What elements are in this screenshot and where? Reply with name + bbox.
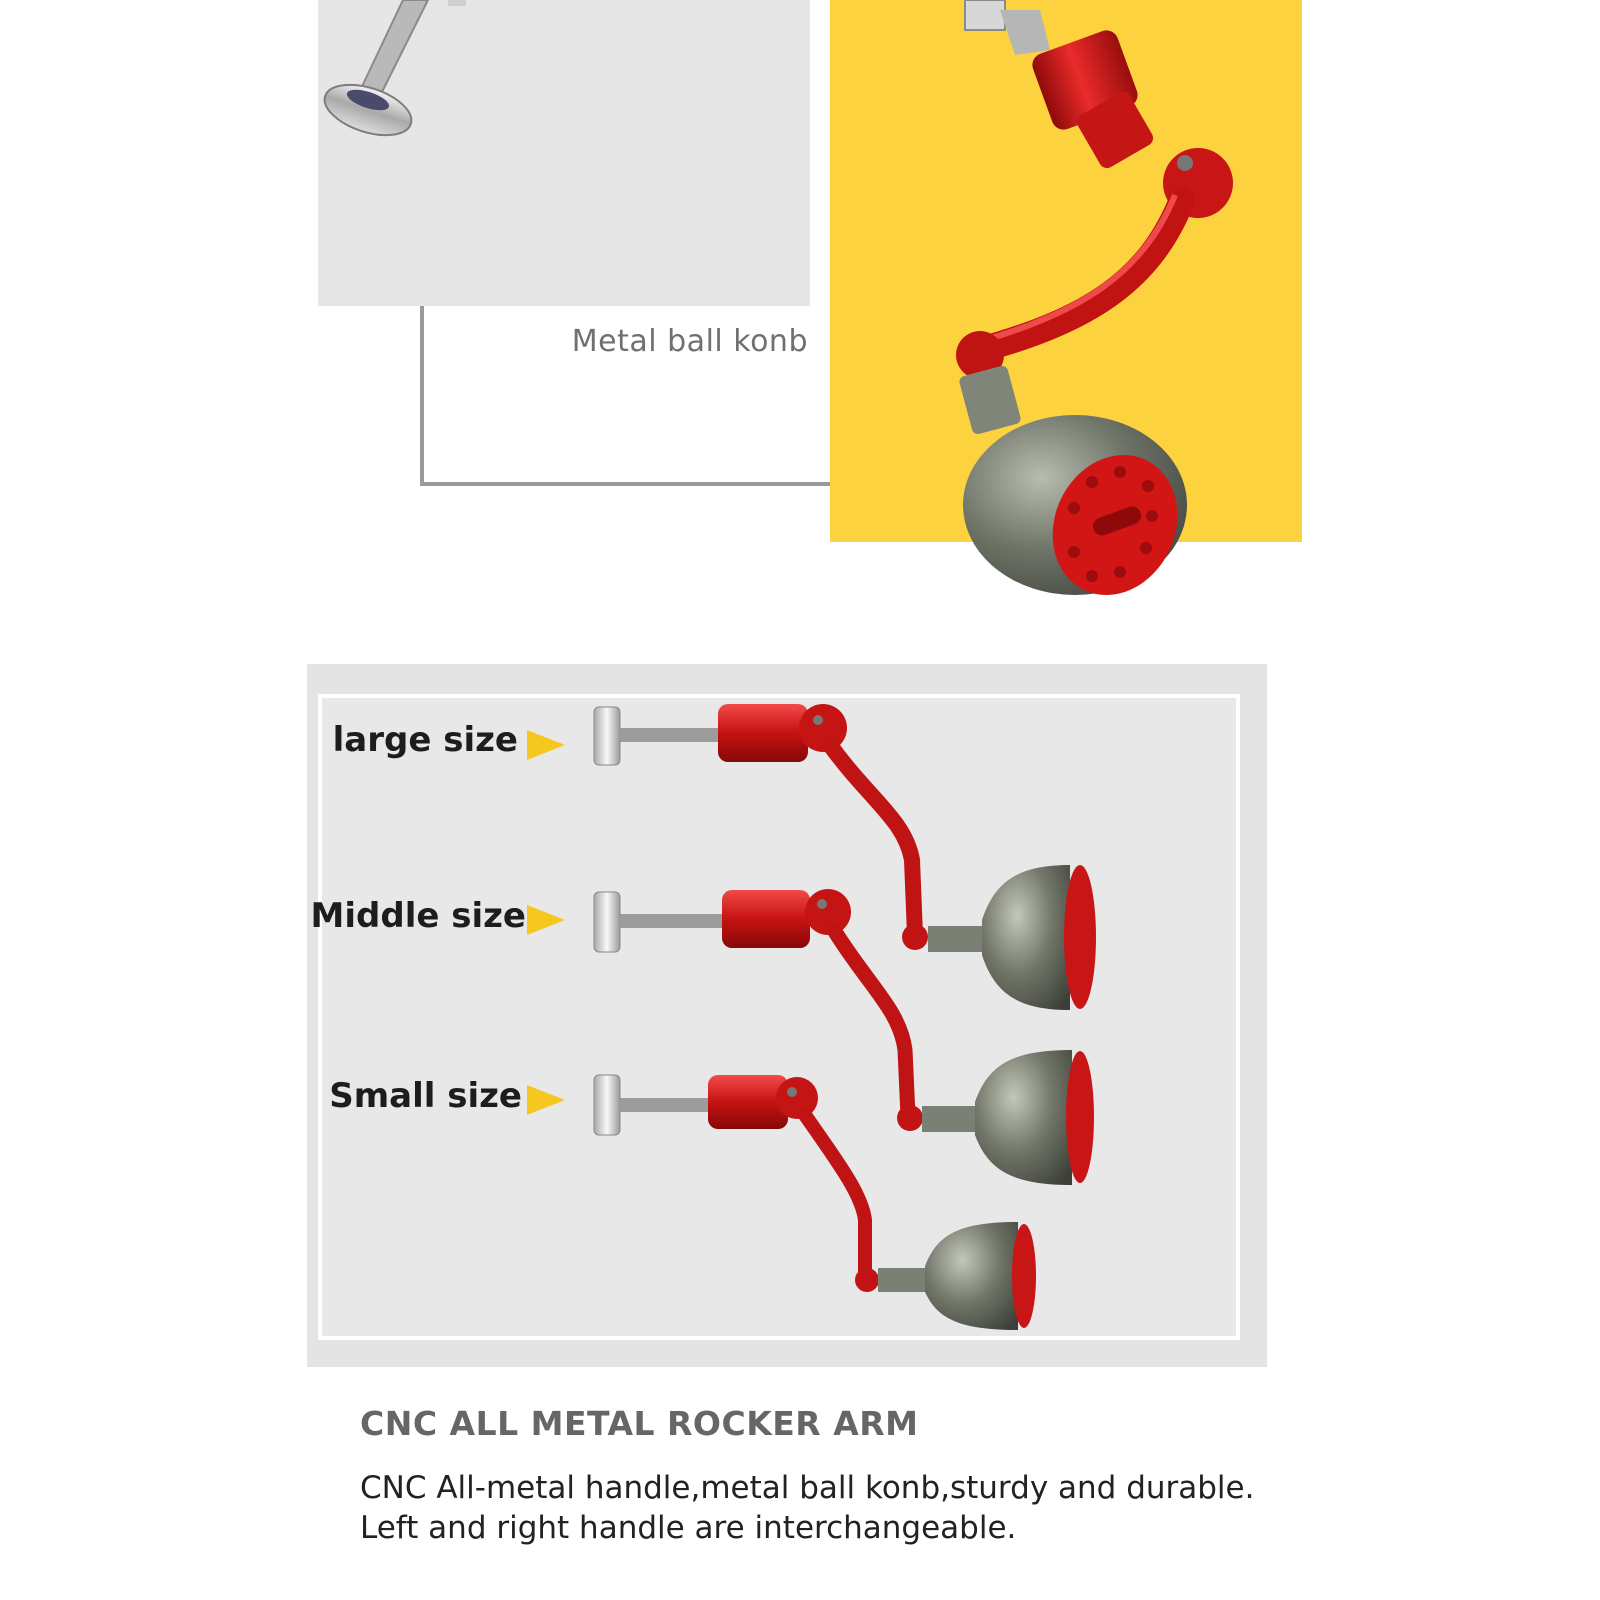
- section-heading: CNC ALL METAL ROCKER ARM: [360, 1404, 919, 1443]
- feature-caption: Metal ball konb: [571, 324, 808, 359]
- description-line: Left and right handle are interchangeable.: [360, 1510, 1017, 1546]
- size-label-middle: Middle size: [310, 896, 526, 936]
- description-line: CNC All-metal handle,metal ball konb,sturdy and durable.: [360, 1470, 1255, 1506]
- section-description: [360, 1468, 1254, 1548]
- large-handle: [594, 704, 1096, 1010]
- size-label-small: Small size: [329, 1076, 522, 1116]
- size-label-large: large size: [332, 720, 518, 760]
